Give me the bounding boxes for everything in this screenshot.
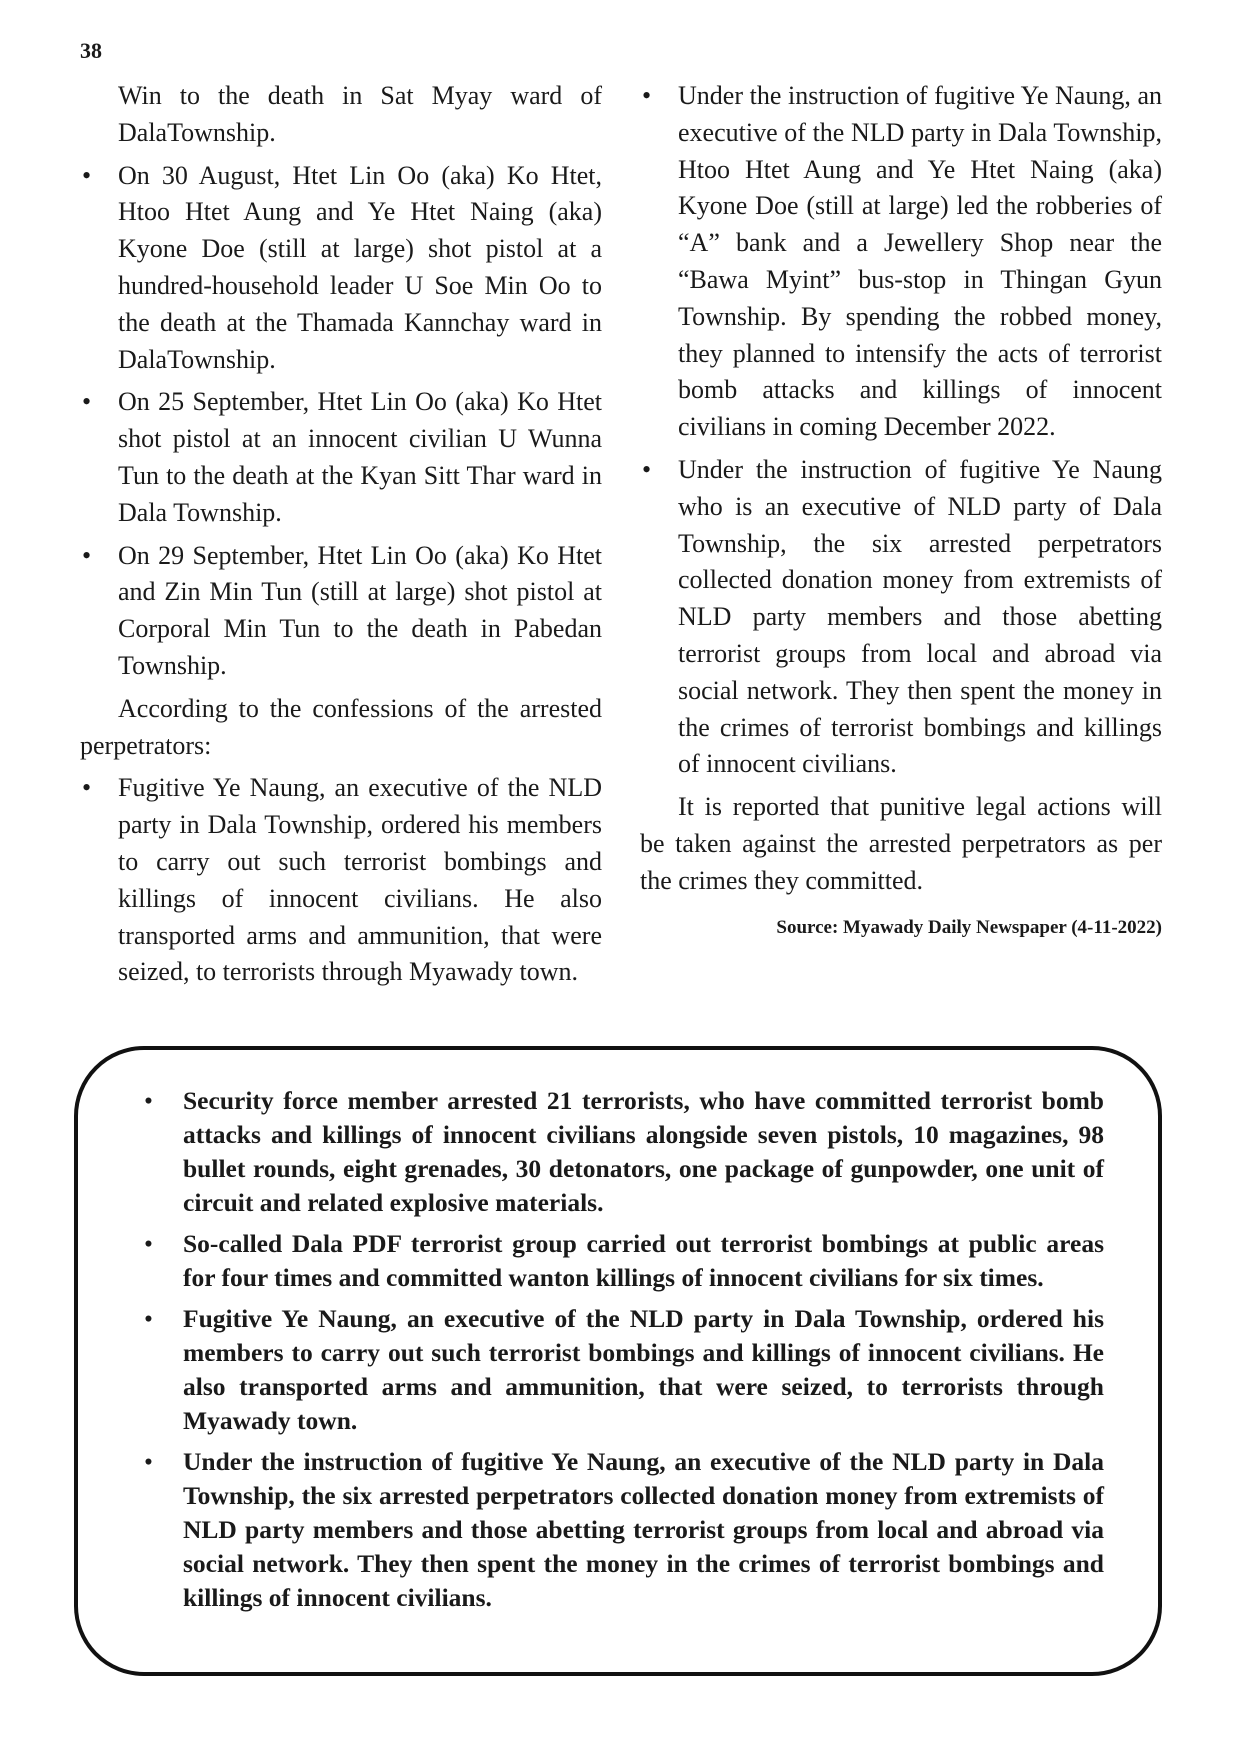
summary-box <box>74 1046 1162 1676</box>
left-bullet-list <box>80 158 602 685</box>
continued-text: Win to the death in Sat Myay ward of DalaTownship. <box>118 81 602 147</box>
list-item: • On 30 August, Htet Lin Oo (aka) Ko Htet, Htoo Htet Aung and Ye Htet Naing (aka) Kyone Doe (still at large) shot pistol at a hundred-household leader U Soe Min Oo to the death at the Thamada Kannchay ward in DalaTownship. <box>80 158 602 379</box>
right-bullet-list <box>640 78 1162 783</box>
source-citation: Source: Myawady Daily Newspaper (4-11-2022) <box>776 916 1162 938</box>
summary-item: • Under the instruction of fugitive Ye Naung, an executive of the NLD party in Dala Township, the six arrested perpetrators collected donation money from extremists of NLD party members and those abetting terrorist groups from local and abroad via social network. They then spent the money in the crimes of terrorist bombings and killings of innocent civilians. <box>144 1445 1104 1615</box>
summary-item: • Security force member arrested 21 terrorists, who have committed terrorist bomb attacks and killings of innocent civilians alongside seven pistols, 10 magazines, 98 bullet rounds, eight grenades, 30 detonators, one package of gunpowder, one unit of circuit and related explosive materials. <box>144 1084 1104 1220</box>
left-column <box>80 78 602 997</box>
right-column <box>640 78 1162 946</box>
confessions-paragraph: According to the confessions of the arrested perpetrators: <box>80 693 602 760</box>
summary-list <box>78 1050 1158 1615</box>
summary-item: • Fugitive Ye Naung, an executive of the NLD party in Dala Township, ordered his members to carry out such terrorist bombings and killings of innocent civilians. He also transported arms and ammunition, that were seized, to terrorists through Myawady town. <box>144 1302 1104 1438</box>
left-bullet-list-2 <box>80 770 602 991</box>
summary-item: • So-called Dala PDF terrorist group carried out terrorist bombings at public areas for four times and committed wanton killings of innocent civilians for six times. <box>144 1227 1104 1295</box>
list-item: • Under the instruction of fugitive Ye Naung, an executive of the NLD party in Dala Township, Htoo Htet Aung and Ye Htet Naing (aka) Kyone Doe (still at large) led the robberies of “A” bank and a Jewellery Shop near the “Bawa Myint” bus-stop in Thingan Gyun Township. By spending the robbed money, they planned to intensify the acts of terrorist bomb attacks and killings of innocent civilians in coming December 2022. <box>640 78 1162 446</box>
legal-action-paragraph: It is reported that punitive legal actions will be taken against the arrested perpetrators as per the crimes they committed. <box>640 792 1162 895</box>
list-item: • On 25 September, Htet Lin Oo (aka) Ko Htet shot pistol at an innocent civilian U Wunna Tun to the death at the Kyan Sitt Thar ward in Dala Township. <box>80 384 602 531</box>
list-item: • On 29 September, Htet Lin Oo (aka) Ko Htet and Zin Min Tun (still at large) shot pistol at Corporal Min Tun to the death in Pabedan Township. <box>80 538 602 685</box>
list-item: • Fugitive Ye Naung, an executive of the NLD party in Dala Township, ordered his members to carry out such terrorist bombings and killings of innocent civilians. He also transported arms and ammunition, that were seized, to terrorists through Myawady town. <box>80 770 602 991</box>
list-item: • Under the instruction of fugitive Ye Naung who is an executive of NLD party of Dala Township, the six arrested perpetrators collected donation money from extremists of NLD party members and those abetting terrorist groups from local and abroad via social network. They then spent the money in the crimes of terrorist bombings and killings of innocent civilians. <box>640 452 1162 783</box>
page-number: 38 <box>80 38 102 63</box>
